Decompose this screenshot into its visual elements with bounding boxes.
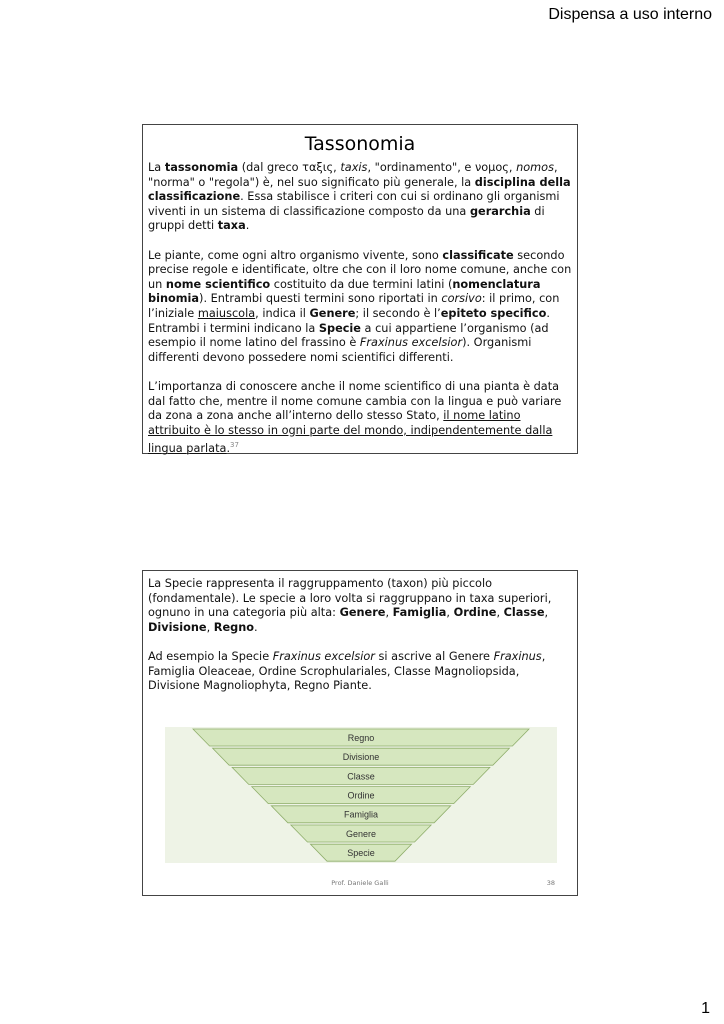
- paragraph-definition: La tassonomia (dal greco ταξις, taxis, "ordinamento", e νομος, nomos, "norma" o "regola") è, nel suo significato più generale, la disciplina della classificazione. Essa stabilisce i criteri con cui si ordinano gli organismi viventi in un sistema di classificazione composto da una gerarchia di gruppi detti taxa.: [148, 161, 571, 233]
- slide-specie: [142, 570, 578, 896]
- slide-title: Tassonomia: [304, 133, 416, 155]
- footer-author: Prof. Daniele Galli: [331, 879, 389, 887]
- paragraph-importance: L’importanza di conoscere anche il nome scientifico di una pianta è data dal fatto che, mentre il nome comune cambia con la lingua e può variare da zona a zona anche all’interno dello stesso Stato, il nome latino attribuito è lo stesso in ogni parte del mondo, indipendentemente dalla lingua parlata.$^{37}$: [148, 379, 562, 456]
- slide-body: [143, 161, 577, 457]
- pyramid-label-regno: Regno: [347, 732, 375, 743]
- page-number: 1: [701, 1000, 710, 1017]
- pyramid-label-specie: Specie: [347, 848, 375, 859]
- pyramid-label-classe: Classe: [347, 771, 375, 782]
- slide-tassonomia: [142, 124, 578, 454]
- paragraph-example: Ad esempio la Specie Fraxinus excelsior si ascrive al Genere Fraxinus, Famiglia Oleaceae, Ordine Scrophulariales, Classe Magnoliopsida, Divisione Magnoliophyta, Regno Piante.: [148, 649, 546, 693]
- header-label: Dispensa a uso interno: [548, 6, 712, 23]
- pyramid-label-famiglia: Famiglia: [343, 809, 379, 820]
- footer-slide-number: 38: [546, 879, 555, 887]
- paragraph-hierarchy: La Specie rappresenta il raggruppamento (taxon) più piccolo (fondamentale). Le specie a loro volta si raggruppano in taxa superiori, ognuno in una categoria più alta: Genere, Famiglia, Ordine, Classe, Divisione, Regno.: [148, 577, 552, 634]
- taxonomy-pyramid: [165, 727, 557, 863]
- slide-number: 37: [230, 441, 239, 450]
- paragraph-nomenclature: Le piante, come ogni altro organismo vivente, sono classificate secondo precise regole e identificate, oltre che con il loro nome comune, anche con un nome scientifico costituito da due termini latini (nomenclatura binomia). Entrambi questi termini sono riportati in corsivo: il primo, con l’iniziale maiuscola, indica il Genere; il secondo è l’epiteto specifico. Entrambi i termini indicano la Specie a cui appartiene l’organismo (ad esempio il nome latino del frassino è Fraxinus excelsior). Organismi differenti devono possedere nomi scientifici differenti.: [148, 248, 572, 364]
- pyramid-label-genere: Genere: [345, 828, 377, 839]
- pyramid-label-ordine: Ordine: [347, 790, 375, 801]
- slide-body: [143, 571, 577, 694]
- pyramid-label-divisione: Divisione: [342, 752, 380, 763]
